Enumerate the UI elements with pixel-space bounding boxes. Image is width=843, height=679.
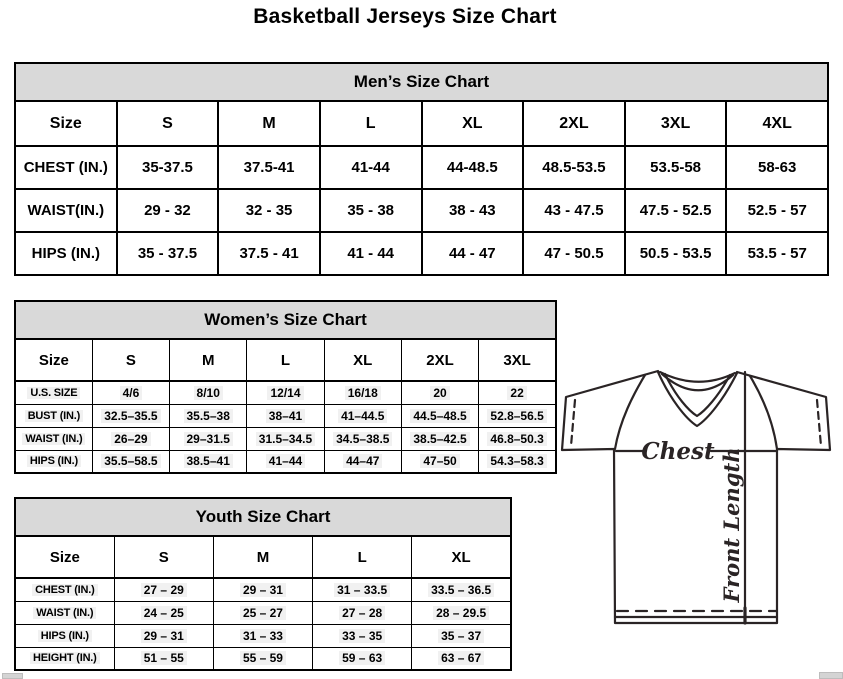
table-row [15,647,511,670]
table-row [15,450,556,473]
size-value-cell: 38.5–42.5 [401,427,478,450]
table-row [15,427,556,450]
size-value-cell: 29 – 31 [114,624,213,647]
column-header: Size [15,536,114,578]
column-header: 4XL [726,101,828,146]
size-value-cell: 28 – 29.5 [412,601,511,624]
size-value-cell: 22 [479,381,556,404]
size-value-cell: 31.5–34.5 [247,427,324,450]
size-value-cell: 4/6 [92,381,169,404]
row-label: HIPS (IN.) [15,624,114,647]
column-header: 2XL [401,339,478,381]
size-value-cell: 51 – 55 [114,647,213,670]
size-value-cell: 41 - 44 [320,232,422,275]
front-length-label: Front Length [719,447,744,603]
jersey-outline [562,371,830,623]
table-title-row [15,301,556,339]
size-value-cell: 35.5–58.5 [92,450,169,473]
column-header: S [92,339,169,381]
size-value-cell: 48.5-53.5 [523,146,625,189]
size-value-cell: 25 – 27 [213,601,312,624]
table-title-row [15,498,511,536]
size-value-cell: 35.5–38 [170,404,247,427]
column-header: S [114,536,213,578]
column-header: 2XL [523,101,625,146]
size-value-cell: 59 – 63 [313,647,412,670]
size-value-cell: 34.5–38.5 [324,427,401,450]
size-value-cell: 50.5 - 53.5 [625,232,727,275]
table-row [15,404,556,427]
column-header: XL [422,101,524,146]
collar-back-arc-inner [662,374,733,390]
womens-size-table [14,300,557,474]
size-value-cell: 27 – 28 [313,601,412,624]
right-armhole-seam [750,376,777,449]
size-value-cell: 31 – 33 [213,624,312,647]
table-title-row [15,63,828,101]
size-value-cell: 37.5 - 41 [218,232,320,275]
size-value-cell: 55 – 59 [213,647,312,670]
row-label: BUST (IN.) [15,404,92,427]
size-value-cell: 8/10 [170,381,247,404]
table-row [15,146,828,189]
table-row [15,578,511,601]
scrollbar-fragment-left [2,673,23,679]
size-value-cell: 52.5 - 57 [726,189,828,232]
table-row [15,189,828,232]
size-value-cell: 38 - 43 [422,189,524,232]
row-label: WAIST(IN.) [15,189,117,232]
size-value-cell: 47 - 50.5 [523,232,625,275]
size-value-cell: 31 – 33.5 [313,578,412,601]
row-label: CHEST (IN.) [15,146,117,189]
row-label: HEIGHT (IN.) [15,647,114,670]
v-neck-trim [665,374,730,416]
size-value-cell: 41–44.5 [324,404,401,427]
column-header: M [170,339,247,381]
size-value-cell: 29 - 32 [117,189,219,232]
column-header: Size [15,339,92,381]
collar-back-arc [660,372,735,382]
size-value-cell: 35 – 37 [412,624,511,647]
column-header: XL [412,536,511,578]
size-value-cell: 12/14 [247,381,324,404]
size-value-cell: 54.3–58.3 [479,450,556,473]
row-label: WAIST (IN.) [15,427,92,450]
size-value-cell: 33 – 35 [313,624,412,647]
column-header: L [313,536,412,578]
column-header-row [15,339,556,381]
mens-size-table [14,62,829,276]
column-header: Size [15,101,117,146]
table-row [15,232,828,275]
size-value-cell: 26–29 [92,427,169,450]
size-value-cell: 63 – 67 [412,647,511,670]
column-header: 3XL [625,101,727,146]
size-value-cell: 41–44 [247,450,324,473]
row-label: U.S. SIZE [15,381,92,404]
size-value-cell: 44.5–48.5 [401,404,478,427]
column-header: L [320,101,422,146]
size-value-cell: 27 – 29 [114,578,213,601]
right-cuff-dashed-line [817,400,821,446]
table-row [15,624,511,647]
column-header-row [15,101,828,146]
size-value-cell: 53.5 - 57 [726,232,828,275]
row-label: HIPS (IN.) [15,232,117,275]
row-label: CHEST (IN.) [15,578,114,601]
left-cuff-dashed-line [571,400,575,446]
size-value-cell: 44 - 47 [422,232,524,275]
column-header: M [213,536,312,578]
size-value-cell: 44-48.5 [422,146,524,189]
size-value-cell: 35 - 38 [320,189,422,232]
womens-table-title: Women’s Size Chart [15,301,556,339]
mens-table-title: Men’s Size Chart [15,63,828,101]
column-header: XL [324,339,401,381]
row-label: HIPS (IN.) [15,450,92,473]
table-row [15,381,556,404]
size-value-cell: 38–41 [247,404,324,427]
column-header-row [15,536,511,578]
column-header: L [247,339,324,381]
size-value-cell: 47.5 - 52.5 [625,189,727,232]
size-value-cell: 29–31.5 [170,427,247,450]
column-header: S [117,101,219,146]
row-label: WAIST (IN.) [15,601,114,624]
size-value-cell: 52.8–56.5 [479,404,556,427]
column-header: 3XL [479,339,556,381]
size-value-cell: 32.5–35.5 [92,404,169,427]
v-neck-outer [658,372,737,426]
size-value-cell: 41-44 [320,146,422,189]
size-value-cell: 33.5 – 36.5 [412,578,511,601]
table-row [15,601,511,624]
size-value-cell: 20 [401,381,478,404]
size-value-cell: 46.8–50.3 [479,427,556,450]
size-value-cell: 32 - 35 [218,189,320,232]
size-value-cell: 16/18 [324,381,401,404]
size-value-cell: 29 – 31 [213,578,312,601]
size-value-cell: 35-37.5 [117,146,219,189]
size-value-cell: 47–50 [401,450,478,473]
size-value-cell: 24 – 25 [114,601,213,624]
left-armhole-seam [615,375,645,449]
size-value-cell: 38.5–41 [170,450,247,473]
youth-size-table [14,497,512,671]
page-title: Basketball Jerseys Size Chart [253,5,557,28]
size-value-cell: 37.5-41 [218,146,320,189]
size-value-cell: 58-63 [726,146,828,189]
chest-label: Chest [641,438,715,465]
youth-table-title: Youth Size Chart [15,498,511,536]
size-value-cell: 44–47 [324,450,401,473]
column-header: M [218,101,320,146]
scrollbar-fragment-right [819,672,843,679]
size-value-cell: 35 - 37.5 [117,232,219,275]
size-value-cell: 43 - 47.5 [523,189,625,232]
size-value-cell: 53.5-58 [625,146,727,189]
